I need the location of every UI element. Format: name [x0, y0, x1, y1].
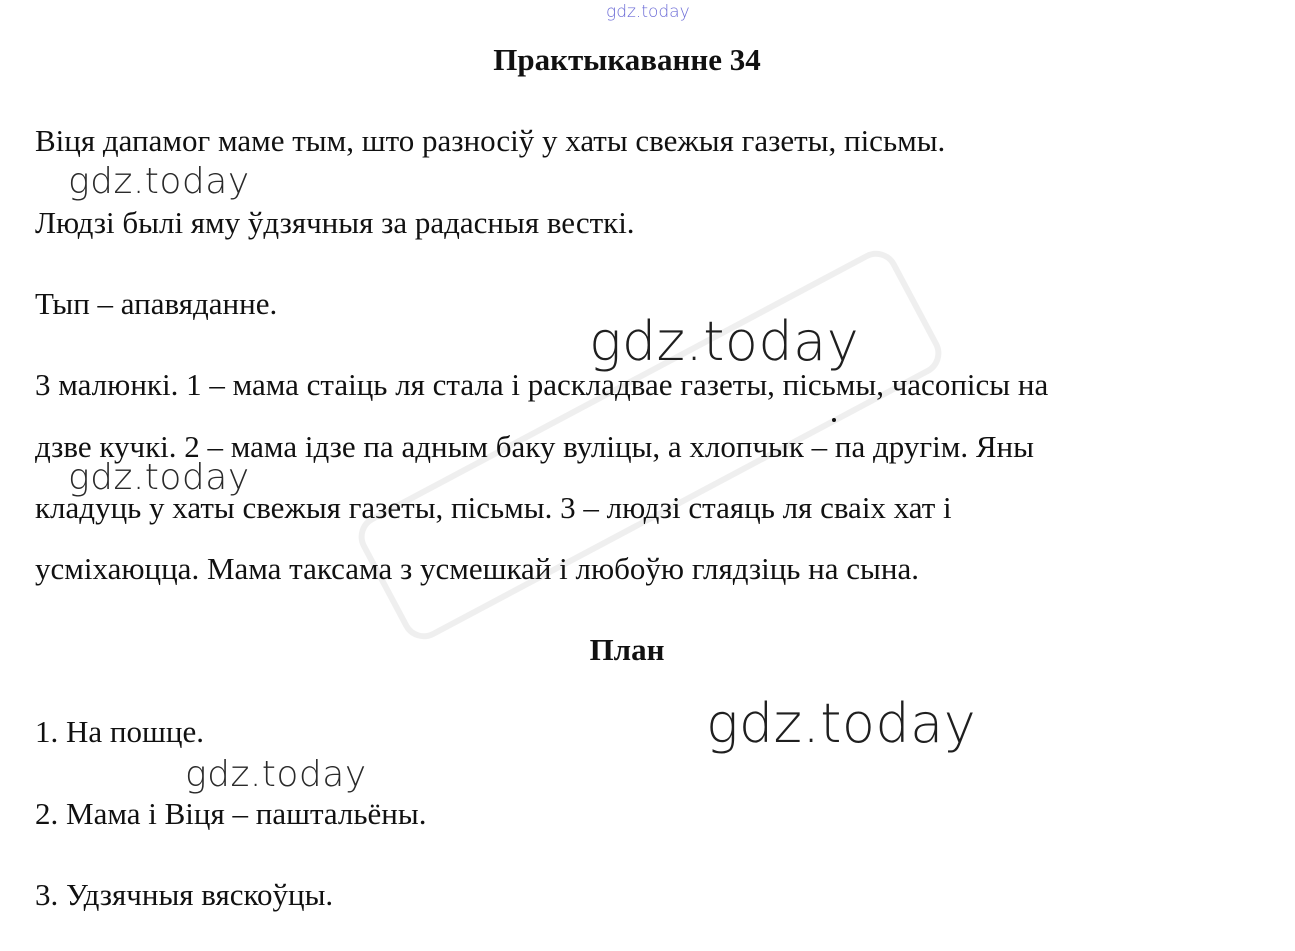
watermark-left-2: gdz.today	[68, 457, 250, 498]
watermark-top: gdz.today	[606, 2, 690, 22]
paragraph-3: Тып – апавяданне.	[35, 286, 278, 321]
paragraph-4: 3 малюнкі. 1 – мама стаіць ля стала і раскладвае газеты, пісьмы, часопісы на	[35, 367, 1049, 402]
plan-heading: План	[589, 632, 665, 667]
watermark-center: gdz.today	[589, 310, 860, 373]
page-title: Практыкаванне 34	[493, 42, 761, 77]
stray-dot	[832, 418, 836, 422]
paragraph-1: Віця дапамог маме тым, што разносіў у хаты свежыя газеты, пісьмы.	[35, 123, 946, 158]
paragraph-7: усміхаюцца. Мама таксама з усмешкай і любоўю глядзіць на сына.	[35, 551, 919, 586]
paragraph-6: кладуць у хаты свежыя газеты, пісьмы. 3 – людзі стаяць ля сваіх хат і	[35, 490, 952, 525]
plan-item-3: 3. Удзячныя вяскоўцы.	[35, 877, 334, 912]
watermark-left-3: gdz.today	[185, 754, 367, 795]
paragraph-2: Людзі былі яму ўдзячныя за радасныя весткі.	[35, 205, 635, 240]
paragraph-5: дзве кучкі. 2 – мама ідзе па адным баку вуліцы, а хлопчык – па другім. Яны	[35, 429, 1034, 464]
watermark-left-1: gdz.today	[68, 161, 250, 202]
plan-item-2: 2. Мама і Віця – паштальёны.	[35, 796, 427, 831]
watermark-right: gdz.today	[706, 692, 977, 755]
plan-item-1: 1. На пошце.	[35, 714, 204, 749]
